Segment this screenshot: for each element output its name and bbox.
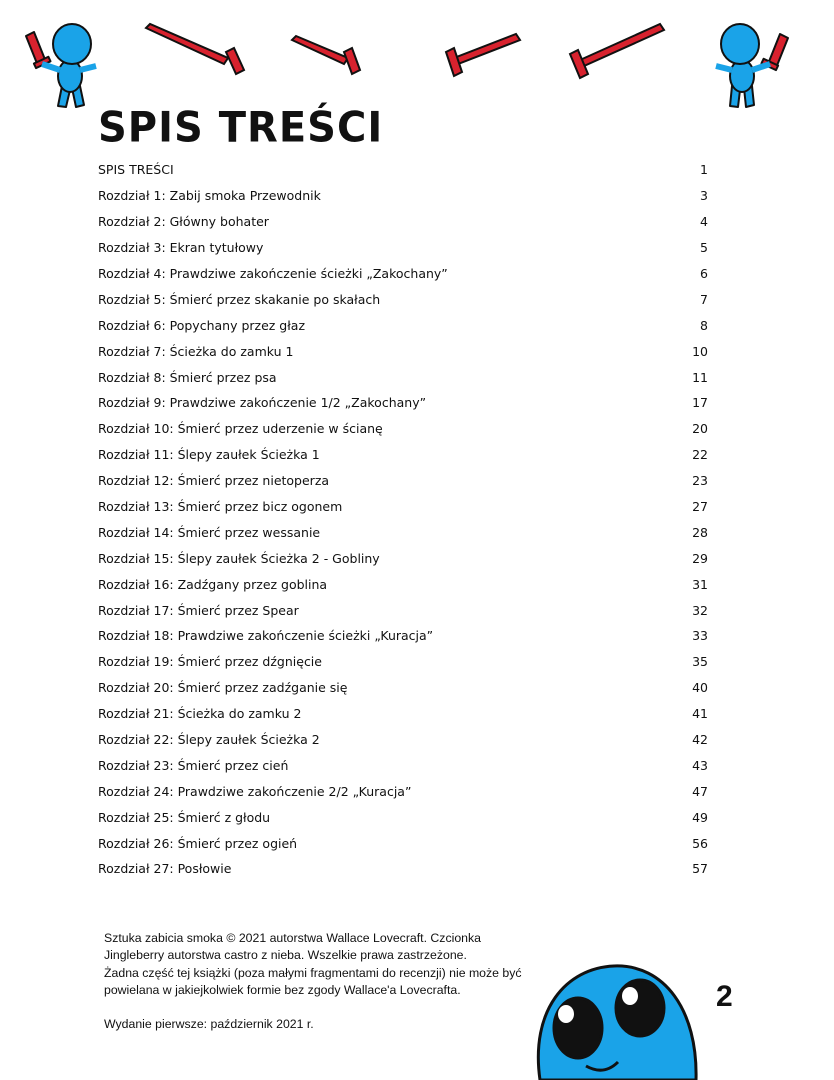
red-sword-icon — [570, 24, 664, 78]
blue-blob-face-icon — [538, 966, 696, 1080]
toc-entry-page: 35 — [692, 654, 708, 670]
toc-entry[interactable] — [98, 468, 708, 494]
toc-entry-label: Rozdział 19: Śmierć przez dźgnięcie — [98, 654, 322, 670]
toc-entry[interactable] — [98, 804, 708, 830]
toc-entry-label: Rozdział 20: Śmierć przez zadźganie się — [98, 680, 348, 696]
toc-entry-page: 8 — [700, 317, 708, 333]
blue-knight-right-icon — [716, 24, 788, 107]
toc-entry[interactable] — [98, 856, 708, 882]
toc-entry[interactable] — [98, 701, 708, 727]
toc-entry-page: 7 — [700, 291, 708, 307]
toc-entry-label: Rozdział 24: Prawdziwe zakończenie 2/2 „Kuracja” — [98, 783, 412, 799]
toc-entry-label: Rozdział 17: Śmierć przez Spear — [98, 602, 299, 618]
toc-entry-label: Rozdział 23: Śmierć przez cień — [98, 757, 289, 773]
toc-entry-label: Rozdział 8: Śmierć przez psa — [98, 369, 277, 385]
toc-entry-page: 31 — [692, 576, 708, 592]
toc-entry[interactable] — [98, 338, 708, 364]
copyright-line: Żadna część tej książki (poza małymi fragmentami do recenzji) nie może być — [104, 965, 522, 980]
toc-entry[interactable] — [98, 183, 708, 209]
toc-entry[interactable] — [98, 649, 708, 675]
toc-entry-page: 3 — [700, 188, 708, 204]
toc-entry-label: Rozdział 9: Prawdziwe zakończenie 1/2 „Zakochany” — [98, 395, 427, 411]
toc-entry-label: Rozdział 7: Ścieżka do zamku 1 — [98, 343, 294, 359]
toc-entry-page: 4 — [700, 214, 708, 230]
toc-entry-page: 27 — [692, 499, 708, 515]
blue-knight-left-icon — [26, 24, 96, 107]
toc-entry-page: 17 — [692, 395, 708, 411]
toc-entry[interactable] — [98, 261, 708, 287]
toc-entry-page: 20 — [692, 421, 708, 437]
toc-entry[interactable] — [98, 830, 708, 856]
page-title: SPIS TREŚCI — [98, 103, 384, 153]
toc-entry[interactable] — [98, 519, 708, 545]
toc-entry-page: 40 — [692, 680, 708, 696]
copyright-line: Sztuka zabicia smoka © 2021 autorstwa Wallace Lovecraft. Czcionka — [104, 931, 482, 945]
toc-entry-page: 42 — [692, 732, 708, 748]
edition-note: Wydanie pierwsze: październik 2021 r. — [104, 1017, 314, 1032]
red-sword-icon — [446, 34, 520, 76]
toc-entry-label: Rozdział 21: Ścieżka do zamku 2 — [98, 706, 302, 722]
toc-entry-label: Rozdział 6: Popychany przez głaz — [98, 317, 306, 333]
toc-entry[interactable] — [98, 209, 708, 235]
toc-entry[interactable] — [98, 157, 708, 183]
toc-entry[interactable] — [98, 778, 708, 804]
copyright-line: powielana w jakiejkolwiek formie bez zgody Wallace'a Lovecrafta. — [104, 982, 461, 997]
toc-entry-page: 41 — [692, 706, 708, 722]
toc-entry-label: Rozdział 1: Zabij smoka Przewodnik — [98, 188, 321, 204]
toc-entry-page: 23 — [692, 473, 708, 489]
toc-entry-label: Rozdział 2: Główny bohater — [98, 214, 269, 230]
toc-entry-label: Rozdział 22: Ślepy zaułek Ścieżka 2 — [98, 732, 320, 748]
toc-entry[interactable] — [98, 571, 708, 597]
toc-entry[interactable] — [98, 416, 708, 442]
toc-entry-label: Rozdział 5: Śmierć przez skakanie po skałach — [98, 291, 381, 307]
toc-entry-label: Rozdział 4: Prawdziwe zakończenie ścieżki „Zakochany” — [98, 266, 448, 281]
toc-entry-page: 33 — [692, 628, 708, 644]
toc-entry[interactable] — [98, 364, 708, 390]
copyright-line: Jingleberry autorstwa castro z nieba. Wszelkie prawa zastrzeżone. — [104, 948, 467, 963]
toc-entry-label: Rozdział 10: Śmierć przez uderzenie w ścianę — [98, 421, 383, 437]
toc-entry[interactable] — [98, 675, 708, 701]
toc-entry-label: Rozdział 3: Ekran tytułowy — [98, 240, 264, 256]
toc-entry[interactable] — [98, 545, 708, 571]
toc-entry-page: 47 — [692, 783, 708, 799]
toc-entry-label: Rozdział 16: Zadźgany przez goblina — [98, 576, 328, 592]
toc-entry-label: Rozdział 27: Posłowie — [98, 861, 232, 877]
toc-entry-page: 11 — [692, 369, 708, 385]
toc-entry-label: Rozdział 11: Ślepy zaułek Ścieżka 1 — [98, 447, 320, 463]
toc-entry-page: 1 — [700, 162, 708, 178]
toc-entry-page: 57 — [692, 861, 708, 877]
toc-entry[interactable] — [98, 623, 708, 649]
toc-entry-label: Rozdział 18: Prawdziwe zakończenie ścieżki „Kuracja” — [98, 628, 434, 644]
toc-entry[interactable] — [98, 312, 708, 338]
toc-entry-label: Rozdział 15: Ślepy zaułek Ścieżka 2 - Gobliny — [98, 550, 380, 566]
toc-entry[interactable] — [98, 235, 708, 261]
red-sword-icon — [292, 36, 360, 74]
toc-entry[interactable] — [98, 752, 708, 778]
toc-entry-label: Rozdział 25: Śmierć z głodu — [98, 809, 271, 825]
page-number: 2 — [716, 980, 733, 1013]
toc-entry[interactable] — [98, 442, 708, 468]
toc-entry[interactable] — [98, 390, 708, 416]
toc-entry[interactable] — [98, 494, 708, 520]
red-sword-icon — [146, 24, 244, 74]
toc-entry-page: 5 — [700, 240, 708, 256]
toc-entry-page: 10 — [692, 343, 708, 359]
toc-entry-page: 22 — [692, 447, 708, 463]
table-of-contents — [98, 157, 708, 882]
toc-entry-page: 29 — [692, 550, 708, 566]
toc-entry-page: 43 — [692, 757, 708, 773]
toc-entry-page: 28 — [692, 524, 708, 540]
toc-entry[interactable] — [98, 597, 708, 623]
toc-entry[interactable] — [98, 727, 708, 753]
toc-entry-label: SPIS TREŚCI — [98, 162, 174, 178]
toc-entry-label: Rozdział 14: Śmierć przez wessanie — [98, 524, 321, 540]
toc-entry-label: Rozdział 13: Śmierć przez bicz ogonem — [98, 499, 343, 515]
toc-entry-page: 6 — [700, 266, 708, 281]
toc-entry-page: 56 — [692, 835, 708, 851]
toc-entry-page: 49 — [692, 809, 708, 825]
toc-entry-page: 32 — [692, 602, 708, 618]
toc-entry-label: Rozdział 26: Śmierć przez ogień — [98, 835, 298, 851]
toc-entry[interactable] — [98, 286, 708, 312]
toc-entry-label: Rozdział 12: Śmierć przez nietoperza — [98, 473, 330, 489]
copyright-notice — [104, 930, 544, 1033]
